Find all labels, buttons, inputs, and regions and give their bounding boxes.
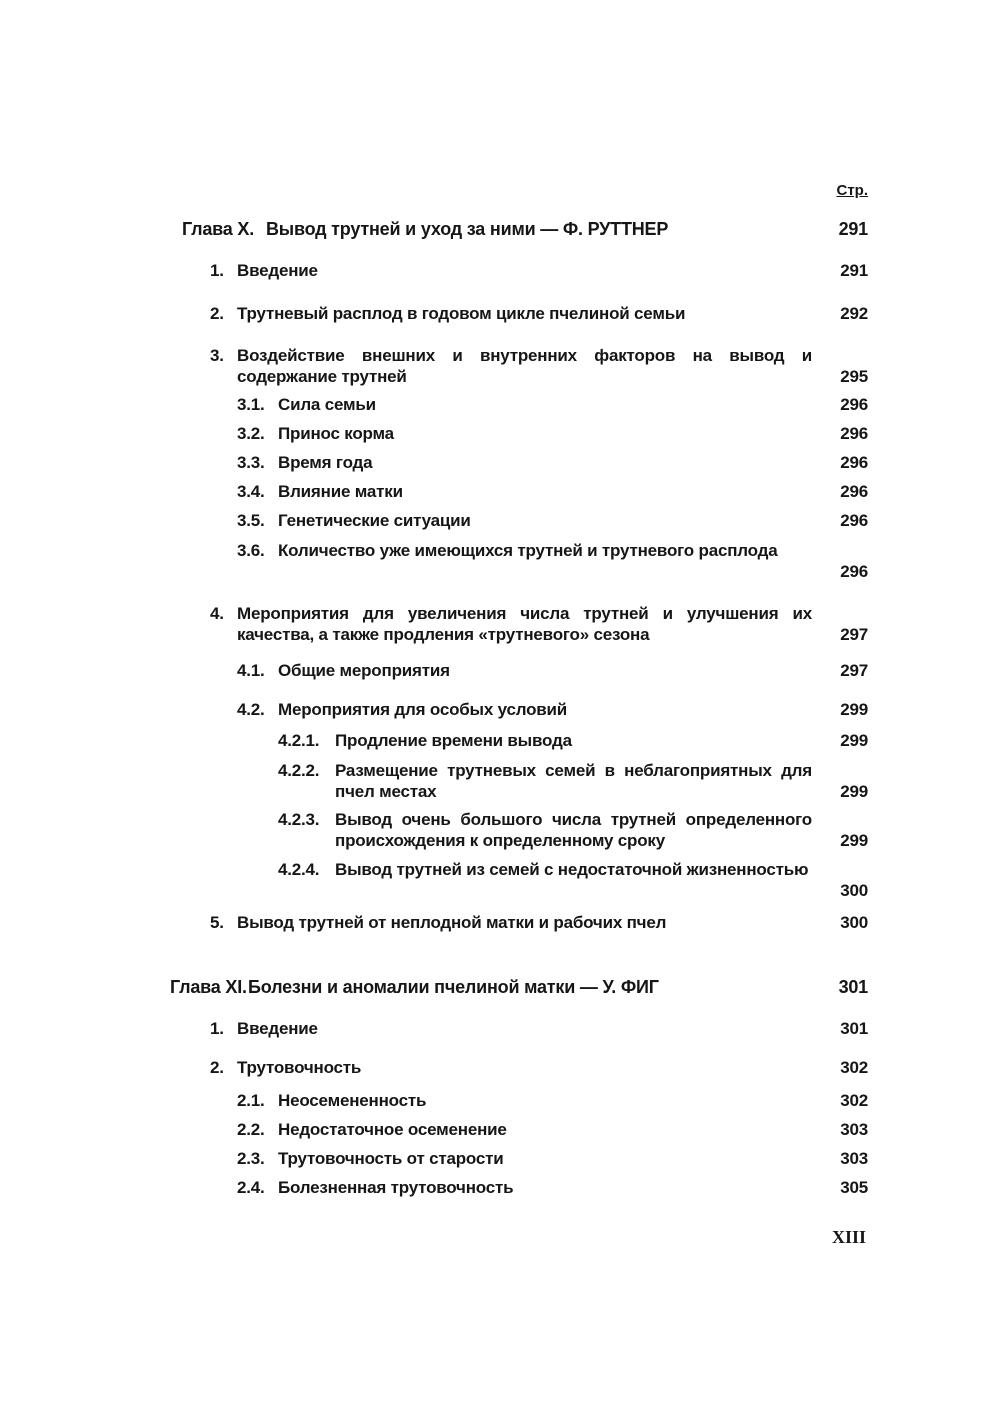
entry-title: Влияние матки (278, 482, 403, 501)
entry-title: Введение (237, 261, 318, 280)
entry-number: 4.1. (237, 661, 265, 680)
toc-entry (0, 423, 1000, 444)
entry-number: 1. (210, 261, 224, 280)
entry-title: Мероприятия для увеличения числа трутней и улучшения их качества, а также продления «трутневого» сезона (237, 604, 812, 644)
entry-page-number: 299 (840, 700, 868, 719)
entry-page-number: 292 (840, 304, 868, 323)
entry-page-number: 296 (840, 424, 868, 443)
entry-number: 3.6. (237, 541, 265, 560)
entry-page-number: 300 (840, 913, 868, 932)
entry-number: 2. (210, 304, 224, 323)
entry-number: 3.3. (237, 453, 265, 472)
entry-title: Вывод трутней и уход за ними — Ф. РУТТНЕР (266, 219, 669, 239)
entry-title: Воздействие внешних и внутренних факторов на вывод и содержание трутней (237, 346, 812, 386)
entry-number: 5. (210, 913, 224, 932)
entry-number: 2.2. (237, 1120, 265, 1139)
entry-page-number: 296 (840, 482, 868, 501)
entry-page-number: 295 (840, 367, 868, 386)
toc-entry (0, 303, 1000, 324)
entry-number: Глава XI. (170, 977, 247, 997)
entry-page-number: 291 (838, 219, 868, 239)
entry-number: 4.2.2. (278, 761, 320, 780)
toc-entry (0, 699, 1000, 720)
entry-page-number: 300 (840, 881, 868, 900)
folio-page-number: XIII (831, 1227, 866, 1247)
toc-entry (0, 730, 1000, 751)
toc-entry (0, 540, 1000, 582)
entry-number: 2.3. (237, 1149, 265, 1168)
entry-title: Неосемененность (278, 1091, 427, 1110)
entry-page-number: 299 (840, 831, 868, 850)
toc-entry (0, 760, 1000, 802)
toc-entry (0, 1018, 1000, 1039)
toc-entry (0, 859, 1000, 901)
entry-number: 4.2.4. (278, 860, 320, 879)
toc-entry (0, 977, 1000, 998)
entry-number: 4. (210, 604, 224, 623)
entry-page-number: 305 (840, 1178, 868, 1197)
entry-page-number: 303 (840, 1120, 868, 1139)
entry-number: Глава X. (182, 219, 254, 239)
entry-number: 3.2. (237, 424, 265, 443)
toc-entry (0, 1119, 1000, 1140)
entry-title: Трутневый расплод в годовом цикле пчелиной семьи (237, 304, 686, 323)
entry-title: Введение (237, 1019, 318, 1038)
entry-page-number: 299 (840, 782, 868, 801)
toc-entry (0, 1148, 1000, 1169)
entry-number: 3.4. (237, 482, 265, 501)
entry-number: 3.1. (237, 395, 265, 414)
entry-page-number: 297 (840, 661, 868, 680)
entry-page-number: 299 (840, 731, 868, 750)
entry-title: Количество уже имеющихся трутней и трутневого расплода (278, 541, 778, 560)
entry-title: Вывод трутней из семей с недостаточной жизненностью (335, 860, 809, 879)
entry-page-number: 297 (840, 625, 868, 644)
toc-entry (0, 603, 1000, 645)
entry-title: Сила семьи (278, 395, 376, 414)
entry-title: Вывод трутней от неплодной матки и рабочих пчел (237, 913, 667, 932)
entry-page-number: 301 (840, 1019, 868, 1038)
entry-number: 4.2. (237, 700, 265, 719)
entry-number: 2. (210, 1058, 224, 1077)
entry-page-number: 302 (840, 1091, 868, 1110)
toc-entry (0, 452, 1000, 473)
entry-number: 4.2.3. (278, 810, 320, 829)
entry-title: Мероприятия для особых условий (278, 700, 568, 719)
entry-page-number: 296 (840, 511, 868, 530)
entry-number: 3. (210, 346, 224, 365)
page-column-label: Стр. (836, 182, 868, 199)
toc-entry (0, 481, 1000, 502)
toc-entry (0, 394, 1000, 415)
entry-page-number: 296 (840, 453, 868, 472)
entry-title: Продление времени вывода (335, 731, 572, 750)
entry-page-number: 296 (840, 562, 868, 581)
entry-number: 4.2.1. (278, 731, 320, 750)
entry-title: Недостаточное осеменение (278, 1120, 507, 1139)
entry-title: Болезни и аномалии пчелиной матки — У. ФИГ (248, 977, 659, 997)
entry-page-number: 296 (840, 395, 868, 414)
entry-title: Размещение трутневых семей в неблагоприятных для пчел местах (335, 761, 812, 801)
entry-number: 2.4. (237, 1178, 265, 1197)
entry-page-number: 291 (840, 261, 868, 280)
entry-page-number: 302 (840, 1058, 868, 1077)
entry-title: Принос корма (278, 424, 394, 443)
entry-title: Время года (278, 453, 373, 472)
entry-page-number: 301 (838, 977, 868, 997)
entry-number: 3.5. (237, 511, 265, 530)
toc-entry (0, 345, 1000, 387)
toc-entry (0, 660, 1000, 681)
entry-number: 2.1. (237, 1091, 265, 1110)
toc-entry (0, 510, 1000, 531)
entry-title: Трутовочность от старости (278, 1149, 504, 1168)
toc-entry (0, 260, 1000, 281)
toc-entry (0, 1057, 1000, 1078)
toc-entry (0, 219, 1000, 240)
toc-entry (0, 1177, 1000, 1198)
entry-title: Общие мероприятия (278, 661, 450, 680)
toc-entry (0, 1090, 1000, 1111)
entry-page-number: 303 (840, 1149, 868, 1168)
entry-title: Трутовочность (237, 1058, 362, 1077)
entry-title: Вывод очень большого числа трутней определенного происхождения к определенному сроку (335, 810, 812, 850)
entry-number: 1. (210, 1019, 224, 1038)
toc-entry (0, 912, 1000, 933)
toc-entry (0, 809, 1000, 851)
entry-title: Генетические ситуации (278, 511, 471, 530)
entry-title: Болезненная трутовочность (278, 1178, 514, 1197)
